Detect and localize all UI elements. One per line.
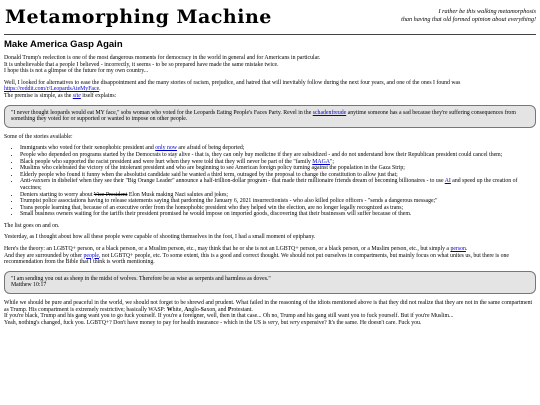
list-item: • Anti-vaxxers in disbelief when they see their "Big Orange Leader" announce a half-trillion-dollar program - that made their millionaire friends dream of becoming billionaires - to use AI and speed up the creation of vaccines; xyxy=(20,178,536,191)
header-divider xyxy=(4,34,536,35)
premise-text-a: The premise is simple, as the xyxy=(4,92,73,99)
ai-link[interactable]: AI xyxy=(444,178,451,185)
people-link[interactable]: people xyxy=(83,252,99,259)
page xyxy=(4,0,536,405)
person-link[interactable]: person xyxy=(450,246,466,253)
stories-label: Some of the stories available: xyxy=(4,133,73,140)
quote1-text-a: "I never thought leopards would eat MY face," sobs woman who voted for the Leopards Eating People's Faces Party. Revel in the xyxy=(11,109,313,116)
list-item: • Deniers starting to worry about Vice President Elon Musk making Nazi salutes and jokes; xyxy=(20,192,536,199)
intro-line-2: It is unbelievable that a people I believed - incorrectly, it seems - to be so prepared have made the same mistake twice. xyxy=(4,61,279,68)
list-item: • Small business owners waiting for the tariffs their president promised he would impose on imported goods, discovering that their businesses will suffer because of them. xyxy=(20,211,536,218)
alternatives-end: . xyxy=(99,86,101,93)
list-item: • People who depended on programs started by the Democrats to stay alive - that is, they can only buy medicine if they are subsidized - and do not understand how their Republican president could cancel them; xyxy=(20,152,536,159)
article xyxy=(4,39,536,326)
site-tagline xyxy=(306,8,536,23)
leopards-quote-box xyxy=(4,105,536,128)
only-now-link[interactable]: only now xyxy=(155,145,177,152)
article-title: Make America Gasp Again xyxy=(4,39,123,50)
bible-quote-reference: Matthew 10:17 xyxy=(11,282,47,289)
intro-paragraph xyxy=(4,55,536,75)
bible-quote-text: "I am sending you out as sheep in the midst of wolves. Therefore be as wise as serpents and harmless as doves." xyxy=(11,275,271,282)
list-item: • Muslims who celebrated the victory of the intolerant president and who are beginning to see American foreign policy turning against the population in the Gaza Strip; xyxy=(20,165,536,172)
epiphany-paragraph: Yesterday, as I thought about how all these people were capable of shooting themselves in the foot, I had a small moment of epiphany. xyxy=(4,234,316,241)
list-item: • Trans people learning that, because of an executive order from the homophobic president who they helped win the election, are no longer legally recognized as trans; xyxy=(20,205,536,212)
wasp-paragraph: While we should be pure and peaceful in the world, we should not forget to be shrewd and prudent. What failed in the reasoning of the idiots mentioned above is that they did not realize that they are not in the same compartment as Trump. His compartment is extremely restrictive; basically WASP: White, Anglo-Saxon, and Protestant. If you're black, Trump and his gang want you to go fuck yourself. If you're a foreigner, well, then in that case... Oh no, Trump and his gang still want you to fuck yourself. But if you're Muslim... Yeah, nothing's changed, fuck you. LGBTQ+? Don't have money to pay for health insurance - which in the US is very, but very expensive? It's the same. He doesn't care. Fuck you. xyxy=(4,300,533,326)
site-logo[interactable]: Metamorphing Machine xyxy=(5,6,272,28)
struck-vice-president: Vice President xyxy=(93,191,128,198)
list-item: • Immigrants who voted for their xenophobic president and only now are afraid of being deported; xyxy=(20,145,536,152)
site-header xyxy=(4,0,536,34)
list-goes-on: The list goes on and on. xyxy=(4,222,60,229)
list-item: • Trumpist police associations having to release statements saying that pardoning the January 6, 2021 insurrectionists - who also killed police officers - "sends a dangerous message;" xyxy=(20,198,536,205)
premise-text-b: itself explains: xyxy=(80,92,117,99)
list-item: • Elderly people who found it funny when the absolutist candidate said he wanted a third term, outraged by the proposal to change the constitution to allow just that; xyxy=(20,172,536,179)
tagline-line-1: I rather be this walking metamorphosis xyxy=(438,8,536,15)
intro-line-3: I hope this is not a glimpse of the future for my own country... xyxy=(4,68,149,75)
list-item: • Black people who supported the racist president and were hurt when they were told that they will never be part of the "family MAGA"; xyxy=(20,159,536,166)
alternatives-text: Well, I looked for alternatives to ease the disappointment and the many stories of racism, prejudice, and hatred that will inevitably follow during the next four years, and one of the ones I found was xyxy=(4,79,461,86)
schadenfreude-link[interactable]: schadenfreude xyxy=(312,109,347,116)
tagline-line-2: than having that old formed opinion about everything! xyxy=(401,15,536,23)
site-link[interactable]: site xyxy=(72,92,81,99)
theory-paragraph: Here's the theory: an LGBTQ+ person, or a black person, or a Muslim person, etc., may think that he or she is not an LGBTQ+ person, or a black person, or a Muslim person, etc., but simply a person. And they are surrounded by other people, not LGBTQ+ people, etc. To some extent, this is a good and correct thought. We should not put ourselves in compartments, but mainly focus on what unites us, but there is one recommendation from the Bible that I think is worth mentioning. xyxy=(4,246,509,266)
quote1-text-b: anytime someone has a sad because they're suffering consequences from something they voted for or supported or wanted to impose on other people. xyxy=(11,109,516,123)
maga-link[interactable]: MAGA xyxy=(312,158,330,165)
bible-quote-box xyxy=(4,271,536,294)
reddit-link[interactable]: https://reddit.com/r/LeopardsAteMyFace xyxy=(4,86,100,93)
intro-line-1: Donald Trump's reelection is one of the most dangerous moments for democracy in the world in general and for Americans in particular. xyxy=(4,55,321,61)
alternatives-paragraph xyxy=(4,80,536,100)
stories-list xyxy=(4,145,536,218)
